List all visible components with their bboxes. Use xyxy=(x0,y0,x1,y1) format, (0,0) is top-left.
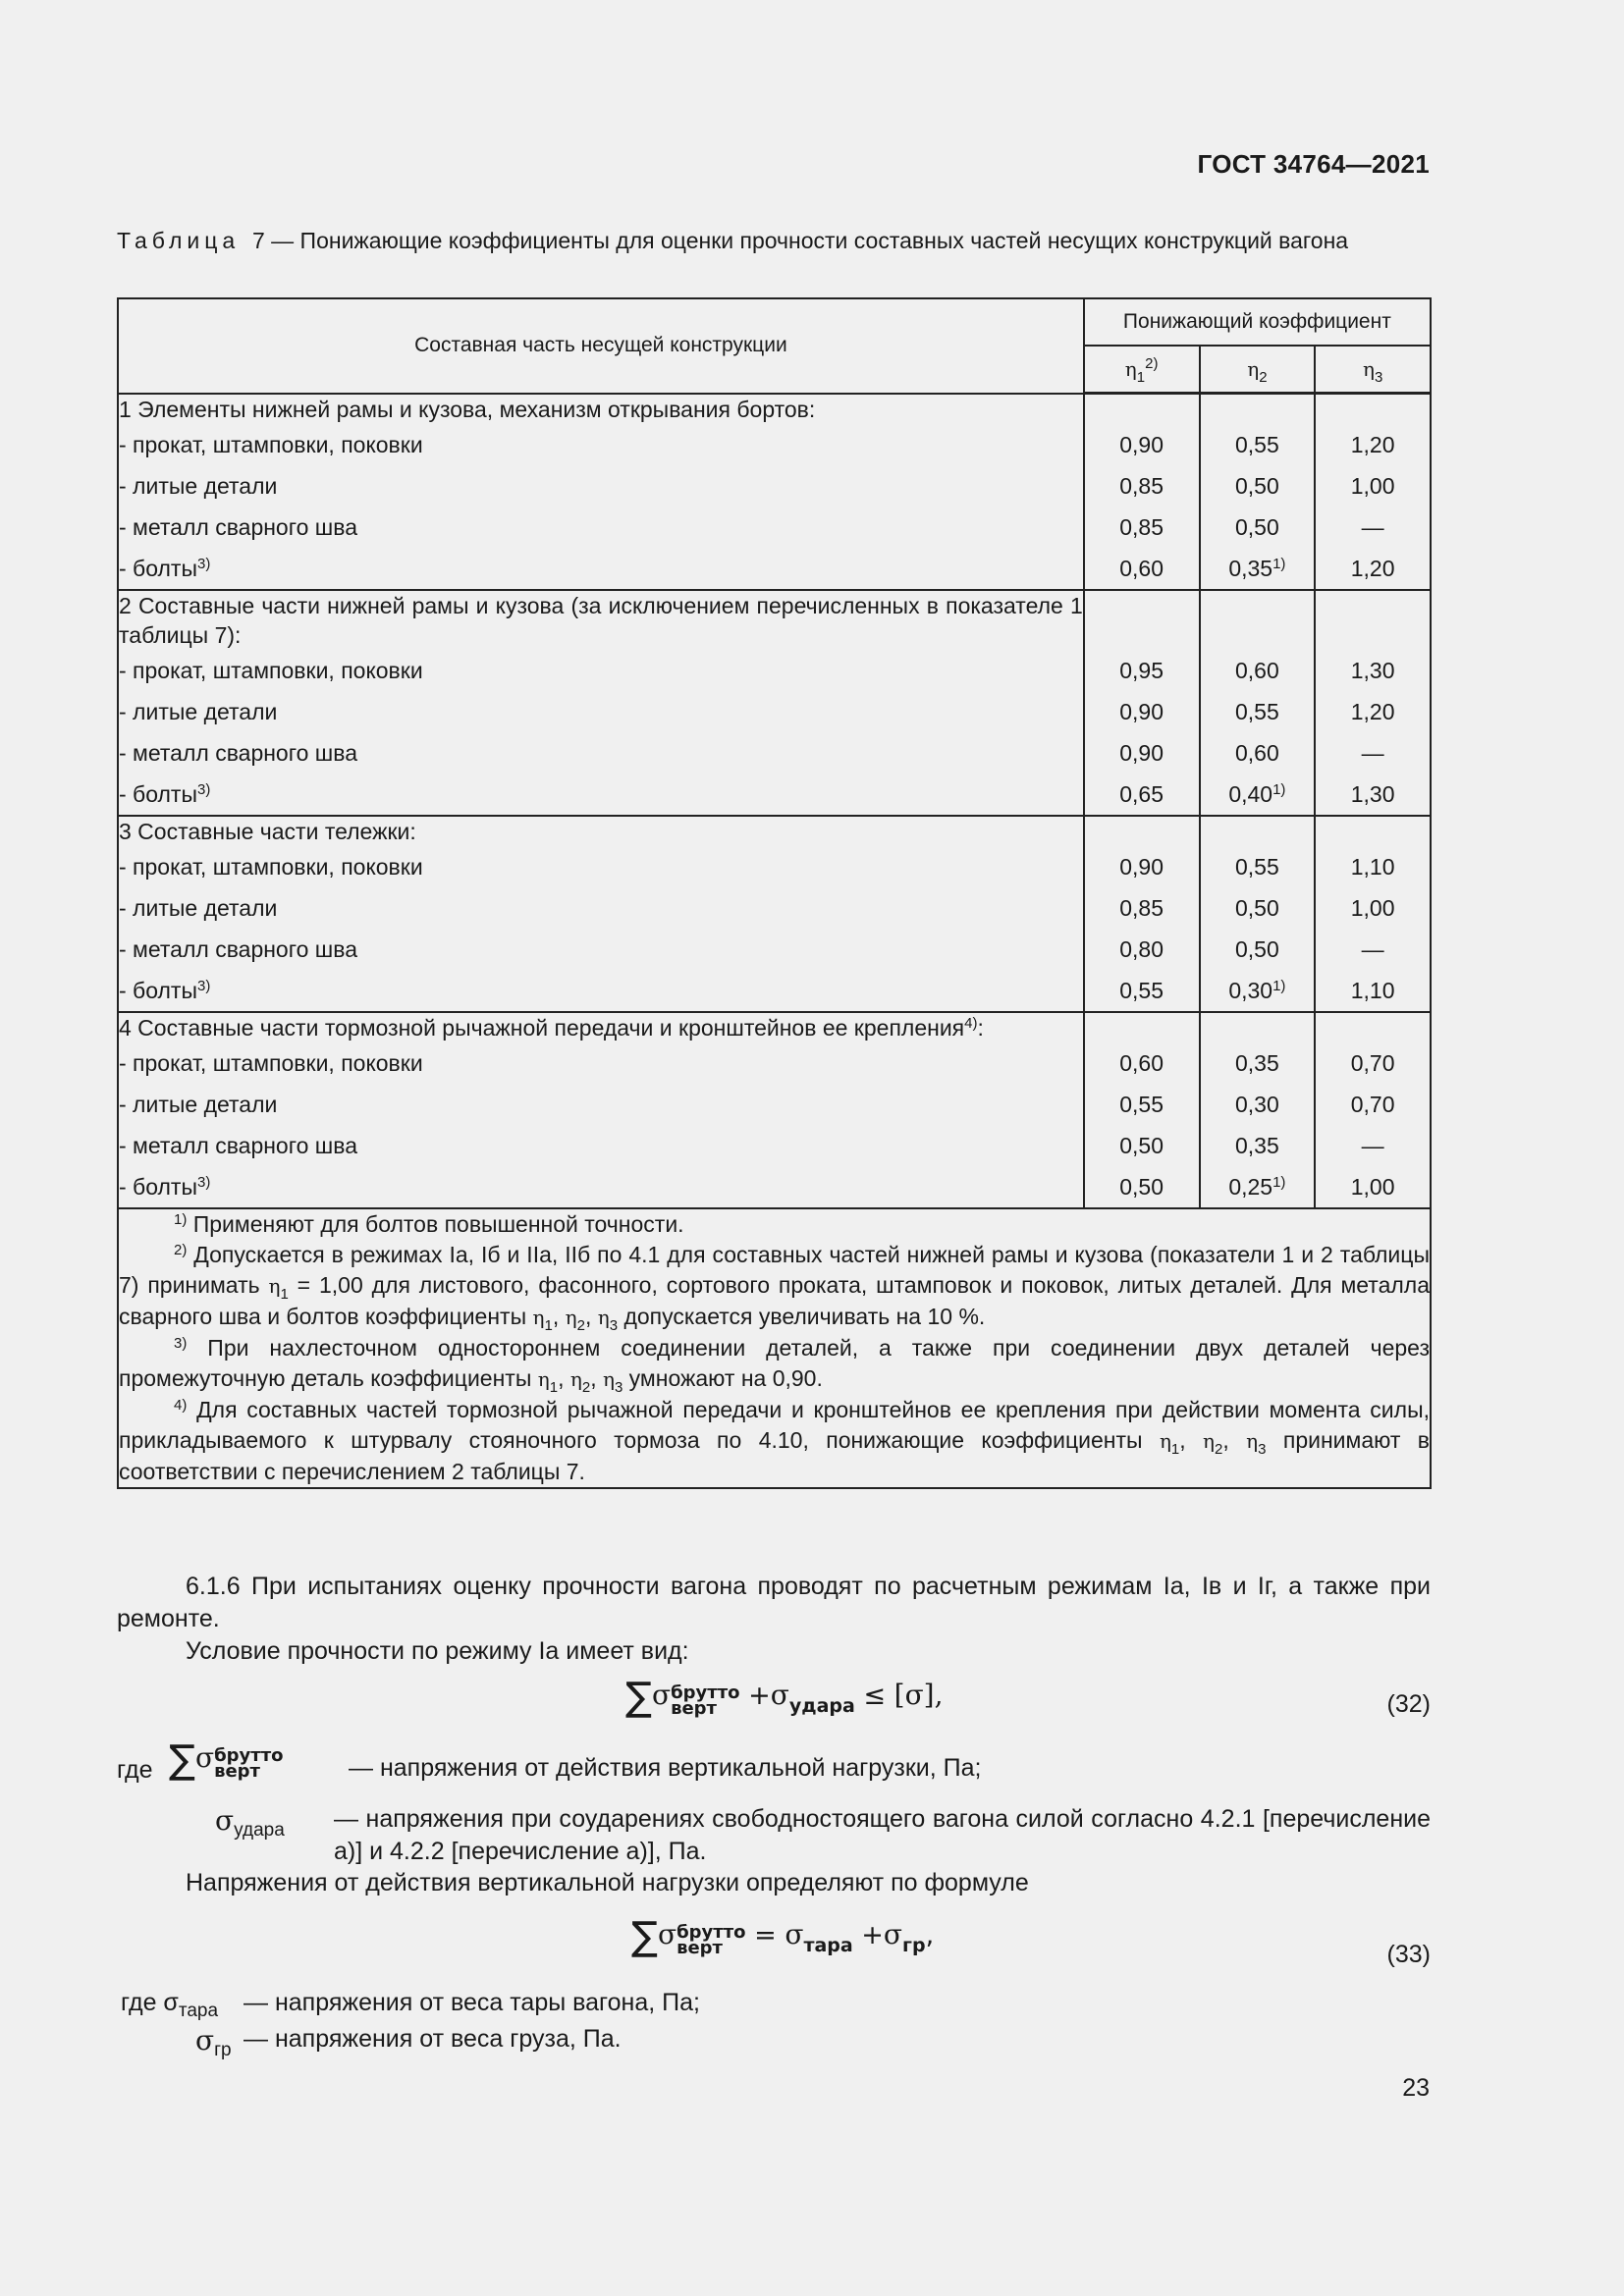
value-eta1: 0,80 xyxy=(1084,929,1200,970)
table-group-title-row xyxy=(118,1012,1431,1042)
table-row xyxy=(118,970,1431,1012)
value-eta1: 0,90 xyxy=(1084,846,1200,887)
equation-number-32: (32) xyxy=(1386,1690,1431,1718)
value-eta2: 0,30 xyxy=(1200,1084,1316,1125)
row-name: - литые детали xyxy=(118,1084,1084,1125)
definition-vertical-load: — напряжения от действия вертикальной нагрузки, Па; xyxy=(349,1754,982,1782)
definition-tara: — напряжения от веса тары вагона, Па; xyxy=(244,1989,700,2016)
row-name: - металл сварного шва xyxy=(118,1125,1084,1166)
table-row xyxy=(118,1166,1431,1208)
row-name: - металл сварного шва xyxy=(118,507,1084,548)
row-name: - прокат, штамповки, поковки xyxy=(118,846,1084,887)
value-eta3: 1,00 xyxy=(1315,887,1431,929)
table-row xyxy=(118,929,1431,970)
row-name: - прокат, штамповки, поковки xyxy=(118,1042,1084,1084)
vertical-load-intro: Напряжения от действия вертикальной нагрузки определяют по формуле xyxy=(186,1869,1029,1896)
value-eta3: 1,30 xyxy=(1315,774,1431,816)
empty-cell xyxy=(1315,394,1431,424)
value-eta3: 0,70 xyxy=(1315,1084,1431,1125)
row-name: - литые детали xyxy=(118,691,1084,732)
header-coef: Понижающий коэффициент xyxy=(1084,298,1431,346)
value-eta2: 0,55 xyxy=(1200,691,1316,732)
value-eta2: 0,30$^{1)}$ xyxy=(1200,970,1316,1012)
value-eta3: — xyxy=(1315,507,1431,548)
value-eta1: 0,50 xyxy=(1084,1125,1200,1166)
empty-cell xyxy=(1084,1012,1200,1042)
symbol-sigma-gr: $\sigma_{гр}$ xyxy=(195,2024,232,2060)
value-eta2: 0,35 xyxy=(1200,1042,1316,1084)
table-row xyxy=(118,548,1431,590)
symbol-sigma-tara: где $\sigma_{тара}$ xyxy=(121,1989,219,2021)
row-name: - металл сварного шва xyxy=(118,732,1084,774)
empty-cell xyxy=(1084,590,1200,650)
table-row xyxy=(118,650,1431,691)
value-eta3: 0,70 xyxy=(1315,1042,1431,1084)
table-row xyxy=(118,465,1431,507)
value-eta1: 0,55 xyxy=(1084,1084,1200,1125)
row-name: - болты$^{3)}$ xyxy=(118,970,1084,1012)
value-eta3: 1,00 xyxy=(1315,465,1431,507)
page-number: 23 xyxy=(1402,2074,1430,2102)
value-eta3: 1,20 xyxy=(1315,424,1431,465)
value-eta3: 1,00 xyxy=(1315,1166,1431,1208)
symbol-sum-sigma: ∑σбрутто верт xyxy=(169,1737,284,1783)
value-eta3: 1,20 xyxy=(1315,548,1431,590)
row-name: - литые детали xyxy=(118,887,1084,929)
value-eta1: 0,90 xyxy=(1084,424,1200,465)
table-group-title-row xyxy=(118,394,1431,424)
empty-cell xyxy=(1200,816,1316,846)
row-name: - прокат, штамповки, поковки xyxy=(118,424,1084,465)
value-eta2: 0,50 xyxy=(1200,465,1316,507)
value-eta1: 0,85 xyxy=(1084,507,1200,548)
header-eta2: $\eta_2$ xyxy=(1200,346,1316,394)
empty-cell xyxy=(1084,816,1200,846)
group-title: 4 Составные части тормозной рычажной передачи и кронштейнов ее крепления$^{4)}$: xyxy=(118,1012,1084,1042)
note-1: $^{1)}$ Применяют для болтов повышенной точности. xyxy=(174,1210,684,1237)
value-eta1: 0,60 xyxy=(1084,1042,1200,1084)
header-eta3: $\eta_3$ xyxy=(1315,346,1431,394)
value-eta3: 1,10 xyxy=(1315,846,1431,887)
group-title: 1 Элементы нижней рамы и кузова, механизм открывания бортов: xyxy=(118,394,1084,424)
value-eta1: 0,95 xyxy=(1084,650,1200,691)
table-row xyxy=(118,1125,1431,1166)
row-name: - прокат, штамповки, поковки xyxy=(118,650,1084,691)
value-eta1: 0,50 xyxy=(1084,1166,1200,1208)
equation-number-33: (33) xyxy=(1386,1941,1431,1968)
empty-cell xyxy=(1084,394,1200,424)
value-eta3: — xyxy=(1315,929,1431,970)
formula-32: ∑σбрутто верт $+\sigma_{удара} \le [\sigma]$, xyxy=(625,1675,944,1720)
table-row xyxy=(118,887,1431,929)
value-eta1: 0,65 xyxy=(1084,774,1200,816)
value-eta2: 0,55 xyxy=(1200,846,1316,887)
row-name: - болты$^{3)}$ xyxy=(118,774,1084,816)
row-name: - болты$^{3)}$ xyxy=(118,1166,1084,1208)
paragraph-6-1-6: 6.1.6 При испытаниях оценку прочности вагона проводят по расчетным режимам Ia, Iв и Iг, а также при ремонте. xyxy=(117,1573,1431,1632)
definition-cargo: — напряжения от веса груза, Па. xyxy=(244,2025,622,2053)
group-title: 2 Составные части нижней рамы и кузова (за исключением перечисленных в показателе 1 таблицы 7): xyxy=(118,590,1084,650)
value-eta3: 1,10 xyxy=(1315,970,1431,1012)
value-eta2: 0,50 xyxy=(1200,887,1316,929)
value-eta3: — xyxy=(1315,1125,1431,1166)
value-eta2: 0,50 xyxy=(1200,929,1316,970)
formula-33: ∑σбрутто верт = $\sigma_{тара} +\sigma_{гр}$, xyxy=(631,1914,935,1959)
value-eta1: 0,85 xyxy=(1084,887,1200,929)
table-row xyxy=(118,691,1431,732)
value-eta2: 0,40$^{1)}$ xyxy=(1200,774,1316,816)
table-row xyxy=(118,507,1431,548)
definition-impact: — напряжения при соударениях свободностоящего вагона силой согласно 4.2.1 [перечисление а)] и 4.2.2 [перечисление а)], Па. xyxy=(334,1805,1431,1865)
value-eta2: 0,60 xyxy=(1200,732,1316,774)
caption-number: 7 xyxy=(251,228,265,253)
table-group-title-row xyxy=(118,816,1431,846)
value-eta3: 1,20 xyxy=(1315,691,1431,732)
coefficient-table xyxy=(117,297,1432,1489)
where-label: где xyxy=(117,1756,153,1784)
value-eta3: — xyxy=(1315,732,1431,774)
value-eta2: 0,60 xyxy=(1200,650,1316,691)
caption-label: Таблица xyxy=(117,228,241,253)
note-4: $^{4)}$ Для составных частей тормозной рычажной передачи и кронштейнов ее крепления при действии момента силы, прикладываемого к штурвалу стояночного тормоза по 4.10, понижающие коэффициенты $\eta_1$, $\eta_2$, $\eta_3$ принимают в соответствии с перечислением 2 таблицы 7. xyxy=(119,1396,1431,1484)
empty-cell xyxy=(1200,394,1316,424)
table-row xyxy=(118,424,1431,465)
table-row xyxy=(118,846,1431,887)
caption-text: — Понижающие коэффициенты для оценки прочности составных частей несущих конструкций вагона xyxy=(264,228,1349,253)
table-body xyxy=(118,394,1431,1208)
value-eta2: 0,35$^{1)}$ xyxy=(1200,548,1316,590)
strength-condition-intro: Условие прочности по режиму Ia имеет вид: xyxy=(186,1637,689,1665)
empty-cell xyxy=(1315,816,1431,846)
table-caption xyxy=(117,226,1431,255)
note-2: $^{2)}$ Допускается в режимах Ia, Iб и IIa, IIб по 4.1 для составных частей нижней рамы и кузова (показатели 1 и 2 таблицы 7) принимать $\eta_1 = 1,00$ для листового, фасонного, сортового проката, штамповок и поковок, литых деталей. Для металла сварного шва и болтов коэффициенты $\eta_1$, $\eta_2$, $\eta_3$ допускается увеличивать на 10 %. xyxy=(119,1241,1430,1334)
value-eta1: 0,55 xyxy=(1084,970,1200,1012)
header-part: Составная часть несущей конструкции xyxy=(118,298,1084,394)
table-row xyxy=(118,1042,1431,1084)
empty-cell xyxy=(1315,1012,1431,1042)
value-eta1: 0,90 xyxy=(1084,732,1200,774)
table-row xyxy=(118,774,1431,816)
value-eta2: 0,35 xyxy=(1200,1125,1316,1166)
table-row xyxy=(118,732,1431,774)
table-row xyxy=(118,1084,1431,1125)
row-name: - литые детали xyxy=(118,465,1084,507)
row-name: - металл сварного шва xyxy=(118,929,1084,970)
value-eta1: 0,60 xyxy=(1084,548,1200,590)
standard-number: ГОСТ 34764—2021 xyxy=(1197,149,1430,179)
empty-cell xyxy=(1200,590,1316,650)
row-name: - болты$^{3)}$ xyxy=(118,548,1084,590)
value-eta1: 0,90 xyxy=(1084,691,1200,732)
value-eta3: 1,30 xyxy=(1315,650,1431,691)
empty-cell xyxy=(1315,590,1431,650)
value-eta1: 0,85 xyxy=(1084,465,1200,507)
table-notes xyxy=(118,1208,1431,1488)
empty-cell xyxy=(1200,1012,1316,1042)
header-eta1: $\eta_1^{2)}$ xyxy=(1084,346,1200,394)
symbol-sigma-udara: $\sigma_{удара}$ xyxy=(215,1804,285,1841)
group-title: 3 Составные части тележки: xyxy=(118,816,1084,846)
note-3: $^{3)}$ При нахлесточном одностороннем соединении деталей, а также при соединении двух деталей через промежуточную деталь коэффициенты $\eta_1$, $\eta_2$, $\eta_3$ умножают на 0,90. xyxy=(119,1334,1430,1396)
value-eta2: 0,25$^{1)}$ xyxy=(1200,1166,1316,1208)
value-eta2: 0,50 xyxy=(1200,507,1316,548)
value-eta2: 0,55 xyxy=(1200,424,1316,465)
table-group-title-row xyxy=(118,590,1431,650)
